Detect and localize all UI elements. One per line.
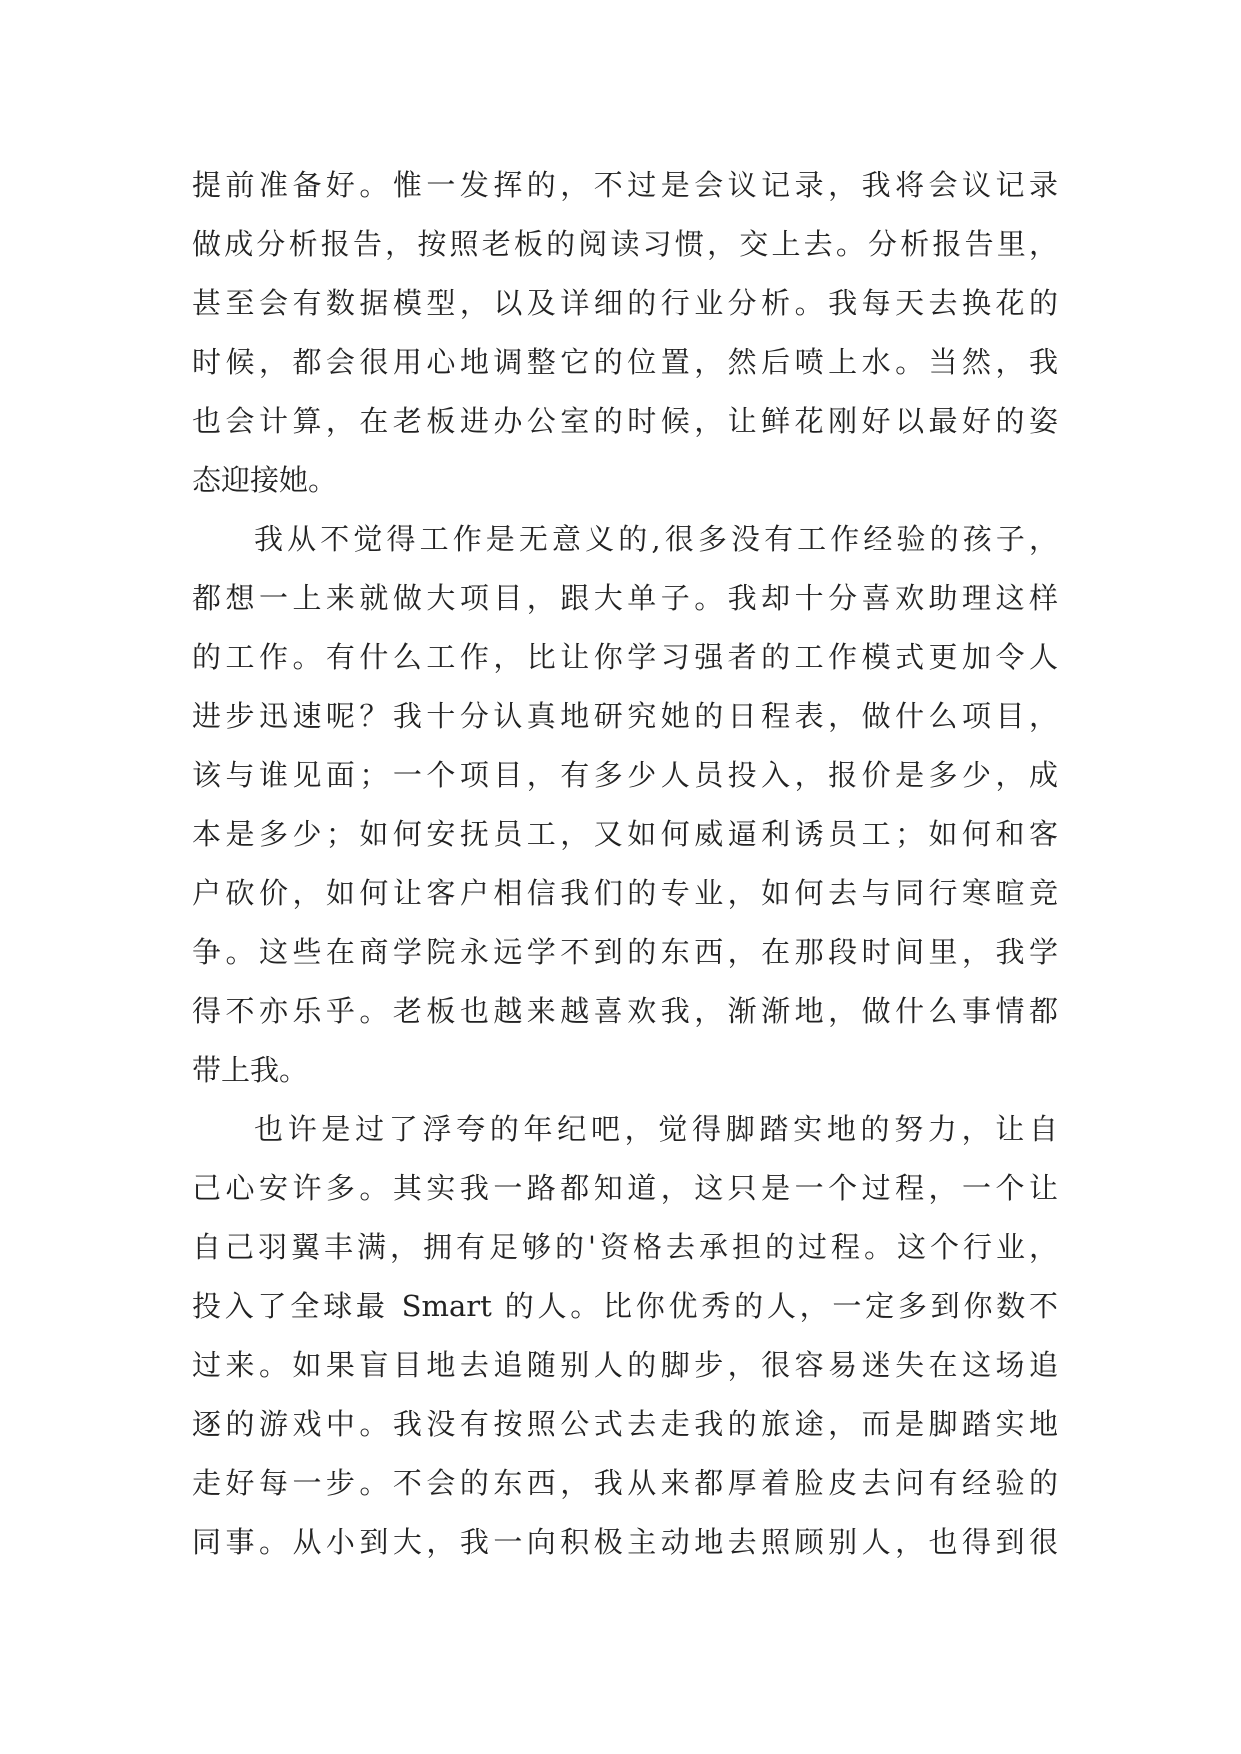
text-line: 过来。如果盲目地去追随别人的脚步，很容易迷失在这场追 [192, 1348, 1058, 1382]
text-line: 时候，都会很用心地调整它的位置，然后喷上水。当然，我 [192, 345, 1058, 379]
text-line: 得不亦乐乎。老板也越来越喜欢我，渐渐地，做什么事情都 [192, 994, 1058, 1028]
text-line: 走好每一步。不会的东西，我从来都厚着脸皮去问有经验的 [192, 1466, 1058, 1500]
text-line: 进步迅速呢？我十分认真地研究她的日程表，做什么项目， [192, 699, 1058, 733]
paragraph-3 [192, 1100, 1058, 1572]
text-line: 投入了全球最 Smart 的人。比你优秀的人，一定多到你数不 [192, 1289, 1058, 1323]
paragraph-1 [192, 156, 1058, 510]
text-line: 也许是过了浮夸的年纪吧，觉得脚踏实地的努力，让自 [254, 1112, 1058, 1146]
text-line: 的工作。有什么工作，比让你学习强者的工作模式更加令人 [192, 640, 1058, 674]
text-line: 提前准备好。惟一发挥的，不过是会议记录，我将会议记录 [192, 168, 1058, 202]
text-line: 态迎接她。 [192, 463, 338, 497]
text-line: 做成分析报告，按照老板的阅读习惯，交上去。分析报告里， [192, 227, 1058, 261]
text-line: 自己羽翼丰满，拥有足够的'资格去承担的过程。这个行业， [192, 1230, 1058, 1264]
body-text [192, 156, 1058, 1572]
text-line: 带上我。 [192, 1053, 309, 1087]
text-line: 甚至会有数据模型，以及详细的行业分析。我每天去换花的 [192, 286, 1058, 320]
text-line: 逐的游戏中。我没有按照公式去走我的旅途，而是脚踏实地 [192, 1407, 1058, 1441]
text-line: 该与谁见面；一个项目，有多少人员投入，报价是多少，成 [192, 758, 1058, 792]
text-line: 己心安许多。其实我一路都知道，这只是一个过程，一个让 [192, 1171, 1058, 1205]
text-line: 同事。从小到大，我一向积极主动地去照顾别人，也得到很 [192, 1525, 1058, 1559]
paragraph-2 [192, 510, 1058, 1100]
text-line: 户砍价，如何让客户相信我们的专业，如何去与同行寒暄竞 [192, 876, 1058, 910]
text-line: 都想一上来就做大项目，跟大单子。我却十分喜欢助理这样 [192, 581, 1058, 615]
text-line: 争。这些在商学院永远学不到的东西，在那段时间里，我学 [192, 935, 1058, 969]
text-line: 我从不觉得工作是无意义的,很多没有工作经验的孩子， [254, 522, 1058, 556]
text-line: 本是多少；如何安抚员工，又如何威逼利诱员工；如何和客 [192, 817, 1058, 851]
text-line: 也会计算，在老板进办公室的时候，让鲜花刚好以最好的姿 [192, 404, 1058, 438]
